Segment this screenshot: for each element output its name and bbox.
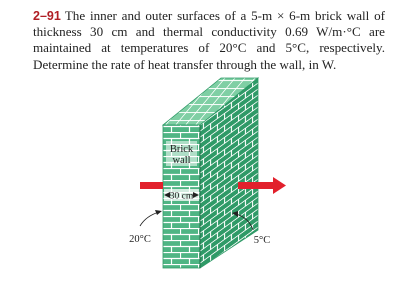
problem-number: 2–91 <box>33 9 61 23</box>
inner-pointer-curve <box>140 212 159 226</box>
problem-text: The inner and outer surfaces of a 5-m × 6-m brick wall of thickness 30 cm and thermal conductivity 0.69 W/m·°C are maintained at temperatures of 20°C and 5°C, respectively. Determine the rate of heat transfer through the wall, in W. <box>33 8 385 72</box>
wall-label-line2: wall <box>172 155 191 166</box>
inner-temperature-label: 20°C <box>129 234 151 245</box>
wall-label-line1: Brick <box>169 144 194 155</box>
heat-flow-incoming-bar <box>140 182 163 189</box>
inner-temperature-pointer <box>140 210 162 226</box>
heat-flow-outgoing-shaft <box>238 182 274 189</box>
thickness-label: 30 cm <box>169 191 194 202</box>
outer-temperature-label: 5°C <box>253 235 271 246</box>
heat-flow-arrowhead <box>273 177 286 194</box>
inner-pointer-arrowhead <box>155 210 162 215</box>
